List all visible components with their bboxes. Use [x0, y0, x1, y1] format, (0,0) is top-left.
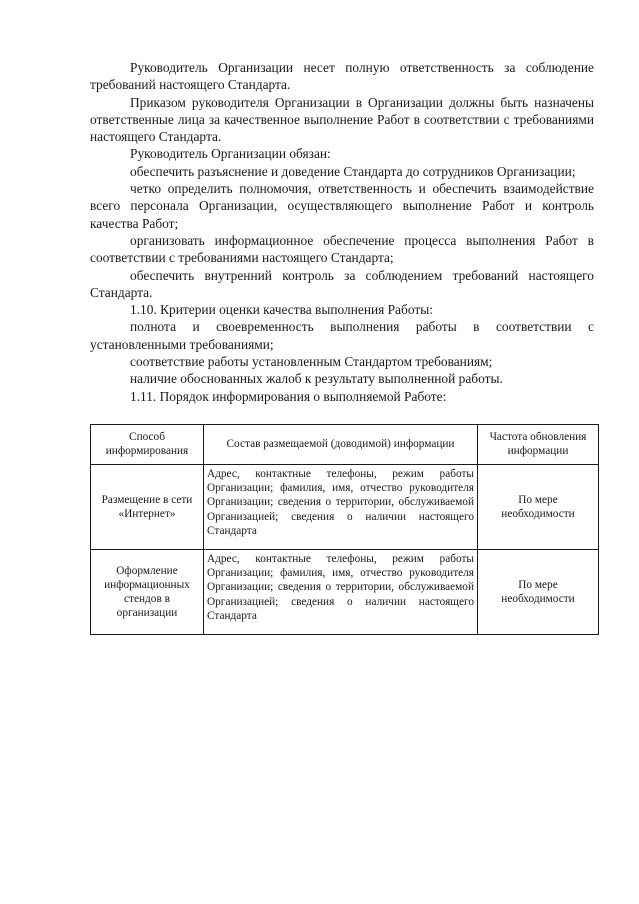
cell-method: Оформление информационных стендов в организации — [91, 550, 204, 635]
paragraph-order-appointment: Приказом руководителя Организации в Организации должны быть назначены ответственные лица за качественное выполнение Работ в соответствии с требованиями настоящего Стандарта. — [90, 94, 594, 145]
paragraph-obligation-define: четко определить полномочия, ответственность и обеспечить взаимодействие всего персонала Организации, осуществляющего выполнение Работ и контроль качества Работ; — [90, 181, 594, 231]
section-heading-1-10: 1.10. Критерии оценки качества выполнения Работы: — [130, 302, 433, 318]
table-row — [91, 465, 599, 550]
header-frequency: Частота обновления информации — [478, 425, 599, 465]
header-method: Способ информирования — [91, 425, 204, 465]
information-table — [90, 424, 599, 635]
cell-method: Размещение в сети «Интернет» — [91, 465, 204, 550]
paragraph-criterion-compliance: соответствие работы установленным Стандартом требованиям; — [130, 354, 493, 370]
paragraph-responsibility: Руководитель Организации несет полную ответственность за соблюдение требований настоящего Стандарта. — [90, 60, 594, 93]
paragraph-criterion-complaints: наличие обоснованных жалоб к результату выполненной работы. — [130, 371, 503, 387]
paragraph-obligation-control: обеспечить внутренний контроль за соблюдением требований настоящего Стандарта. — [90, 267, 594, 300]
section-heading-1-11: 1.11. Порядок информирования о выполняемой Работе: — [130, 388, 447, 404]
cell-content: Адрес, контактные телефоны, режим работы Организации; фамилия, имя, отчество руководителя Организации; сведения о территории, обслуживаемой Организацией; сведения о наличии настоящего Стандарта — [204, 465, 478, 550]
table-row — [91, 550, 599, 635]
paragraph-head-obligations: Руководитель Организации обязан: — [130, 146, 331, 162]
cell-frequency: По мере необходимости — [478, 465, 599, 550]
cell-content: Адрес, контактные телефоны, режим работы Организации; фамилия, имя, отчество руководителя Организации; сведения о территории, обслуживаемой Организацией; сведения о наличии настоящего Стандарта — [204, 550, 478, 635]
paragraph-obligation-organize: организовать информационное обеспечение процесса выполнения Работ в соответствии с требованиями настоящего Стандарта; — [90, 232, 594, 266]
table-header-row — [91, 425, 599, 465]
paragraph-criterion-completeness: полнота и своевременность выполнения работы в соответствии с установленными требованиями; — [90, 319, 594, 352]
header-content: Состав размещаемой (доводимой) информации — [204, 425, 478, 465]
cell-frequency: По мере необходимости — [478, 550, 599, 635]
paragraph-obligation-explain: обеспечить разъяснение и доведение Стандарта до сотрудников Организации; — [130, 163, 576, 179]
document-body — [90, 59, 594, 405]
